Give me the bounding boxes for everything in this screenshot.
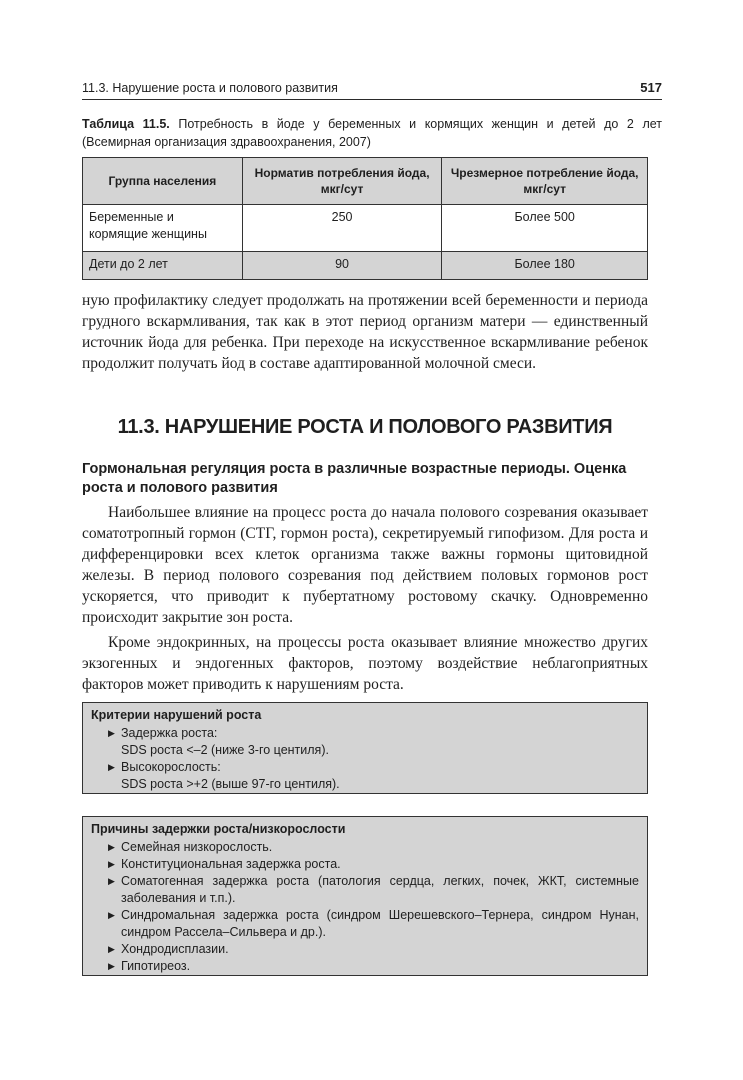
cause-text: Конституциональная задержка роста. (121, 857, 341, 871)
intro-paragraph: ную профилактику следует продолжать на протяжении всей беременности и периода грудного вскармливания, так как в этот период организм матери — единственный источник йода для ребенка. При переходе на искусственное вскармливание ребенок продолжит получать йод в составе адаптированной молочной смеси. (82, 292, 648, 372)
column-header: Норматив потребления йода, мкг/сут (242, 158, 442, 205)
list-item (91, 856, 639, 873)
list-item (91, 873, 639, 907)
column-header: Чрезмерное потребление йода, мкг/сут (442, 158, 648, 205)
body-paragraph: Кроме эндокринных, на процессы роста оказывает влияние множество других экзогенных и эндогенных факторов, поэтому воздействие неблагоприятных факторов может приводить к нарушениям роста. (82, 634, 648, 693)
table-header-row (83, 158, 648, 205)
running-title: 11.3. Нарушение роста и полового развития (82, 81, 338, 95)
body-paragraph: Наибольшее влияние на процесс роста до начала полового созревания оказывает соматотропный гормон (СТГ, гормон роста), секретируемый гипофизом. Для роста и дифференцировки всех клеток организма также важны гормоны щитовидной железы. В период полового созревания под действием половых гормонов рост ускоряется, что приводит к пубертатному ростовому скачку. Одновременно происходит закрытие зон роста. (82, 504, 648, 626)
table-cell: Беременные и кормящие женщины (83, 205, 243, 252)
page-number: 517 (640, 80, 662, 95)
table-row (83, 205, 648, 252)
triangle-bullet-icon: ▶ (108, 961, 115, 971)
list-item (91, 907, 639, 941)
list-item (91, 839, 639, 856)
criteria-label: Высокорослость: (121, 760, 221, 774)
list-item (91, 941, 639, 958)
triangle-bullet-icon: ▶ (108, 876, 115, 886)
causes-box-title: Причины задержки роста/низкорослости (91, 822, 346, 836)
column-header: Группа населения (83, 158, 243, 205)
cause-text: Хондродисплазии. (121, 942, 229, 956)
triangle-bullet-icon: ▶ (108, 762, 115, 772)
section-title: 11.3. НАРУШЕНИЕ РОСТА И ПОЛОВОГО РАЗВИТИЯ (117, 416, 613, 438)
table-caption-text: Потребность в йоде у беременных и кормящих женщин и детей до 2 лет (Всемирная организация здравоохранения, 2007) (82, 117, 662, 149)
running-header (82, 76, 662, 100)
triangle-bullet-icon: ▶ (108, 910, 115, 920)
triangle-bullet-icon: ▶ (108, 842, 115, 852)
triangle-bullet-icon: ▶ (108, 728, 115, 738)
criteria-detail: SDS роста >+2 (выше 97-го центиля). (121, 777, 340, 791)
intro-paragraph-block (82, 290, 648, 374)
table-cell: Дети до 2 лет (83, 252, 243, 280)
list-item (91, 725, 639, 742)
criteria-box (82, 702, 648, 794)
cause-text: Гипотиреоз. (121, 959, 191, 973)
table-cell: 90 (242, 252, 442, 280)
causes-box (82, 816, 648, 976)
iodine-table (82, 157, 648, 280)
triangle-bullet-icon: ▶ (108, 944, 115, 954)
table-caption-label: Таблица 11.5. (82, 117, 170, 131)
criteria-list (91, 725, 639, 793)
triangle-bullet-icon: ▶ (108, 859, 115, 869)
table-cell: Более 500 (442, 205, 648, 252)
cause-text: Соматогенная задержка роста (патология сердца, легких, почек, ЖКТ, системные заболевания и т.п.). (121, 874, 639, 905)
table-cell: Более 180 (442, 252, 648, 280)
causes-list (91, 839, 639, 975)
cause-text: Семейная низкорослость. (121, 840, 273, 854)
criteria-detail: SDS роста <–2 (ниже 3-го центиля). (121, 743, 329, 757)
table-row (83, 252, 648, 280)
table-cell: 250 (242, 205, 442, 252)
criteria-label: Задержка роста: (121, 726, 218, 740)
subsection-title: Гормональная регуляция роста в различные возрастные периоды. Оценка роста и полового развития (82, 461, 627, 496)
body-paragraphs (82, 502, 648, 695)
cause-text: Синдромальная задержка роста (синдром Шерешевского–Тернера, синдром Нунан, синдром Рассела–Сильвера и др.). (121, 908, 639, 939)
table-caption (82, 115, 662, 151)
list-item (91, 958, 639, 975)
criteria-box-title: Критерии нарушений роста (91, 708, 262, 722)
list-item (91, 759, 639, 776)
